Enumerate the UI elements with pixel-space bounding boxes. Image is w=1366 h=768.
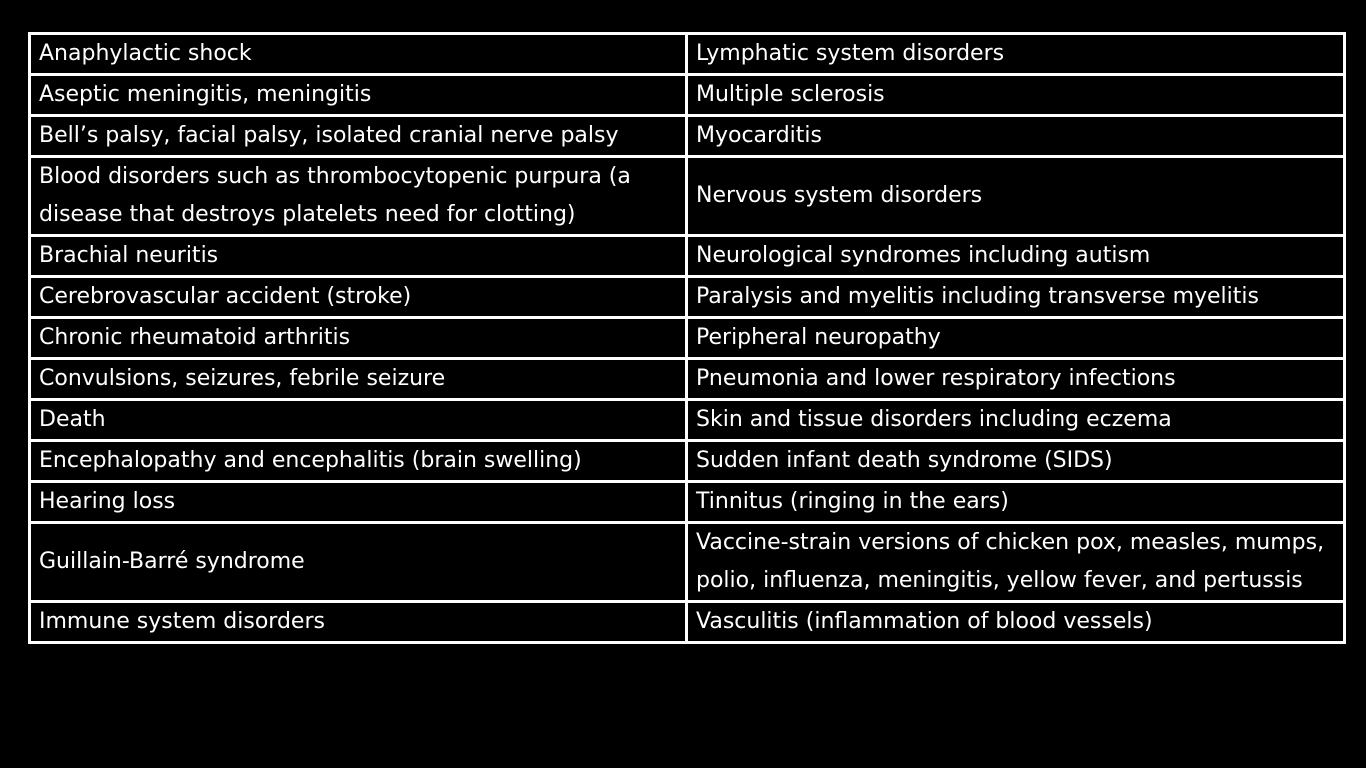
table-row — [30, 116, 1345, 157]
table-cell: Sudden infant death syndrome (SIDS) — [687, 441, 1345, 482]
table-cell: Death — [30, 400, 687, 441]
table-cell: Aseptic meningitis, meningitis — [30, 75, 687, 116]
table-cell: Pneumonia and lower respiratory infections — [687, 359, 1345, 400]
table-cell: Vaccine-strain versions of chicken pox, measles, mumps, polio, influenza, meningitis, yellow fever, and pertussis — [687, 523, 1345, 602]
table-cell: Cerebrovascular accident (stroke) — [30, 277, 687, 318]
table-cell: Skin and tissue disorders including eczema — [687, 400, 1345, 441]
table-row — [30, 34, 1345, 75]
table-row — [30, 523, 1345, 602]
table-row — [30, 482, 1345, 523]
table-cell: Myocarditis — [687, 116, 1345, 157]
table-cell: Lymphatic system disorders — [687, 34, 1345, 75]
table-cell: Blood disorders such as thrombocytopenic purpura (a disease that destroys platelets need for clotting) — [30, 157, 687, 236]
table-cell: Hearing loss — [30, 482, 687, 523]
table-cell: Paralysis and myelitis including transverse myelitis — [687, 277, 1345, 318]
table-cell: Tinnitus (ringing in the ears) — [687, 482, 1345, 523]
table-row — [30, 157, 1345, 236]
table-cell: Nervous system disorders — [687, 157, 1345, 236]
table-row — [30, 359, 1345, 400]
table-row — [30, 400, 1345, 441]
table-cell: Neurological syndromes including autism — [687, 236, 1345, 277]
table-row — [30, 318, 1345, 359]
conditions-table — [28, 32, 1346, 644]
table-cell: Brachial neuritis — [30, 236, 687, 277]
table-cell: Vasculitis (inflammation of blood vessels) — [687, 602, 1345, 643]
table-cell: Convulsions, seizures, febrile seizure — [30, 359, 687, 400]
table-cell: Anaphylactic shock — [30, 34, 687, 75]
table-row — [30, 277, 1345, 318]
table-row — [30, 602, 1345, 643]
table-cell: Encephalopathy and encephalitis (brain swelling) — [30, 441, 687, 482]
table-cell: Bell’s palsy, facial palsy, isolated cranial nerve palsy — [30, 116, 687, 157]
table-cell: Guillain-Barré syndrome — [30, 523, 687, 602]
table-cell: Immune system disorders — [30, 602, 687, 643]
table-row — [30, 75, 1345, 116]
table-cell: Multiple sclerosis — [687, 75, 1345, 116]
table-cell: Chronic rheumatoid arthritis — [30, 318, 687, 359]
table-row — [30, 441, 1345, 482]
table-cell: Peripheral neuropathy — [687, 318, 1345, 359]
table-row — [30, 236, 1345, 277]
